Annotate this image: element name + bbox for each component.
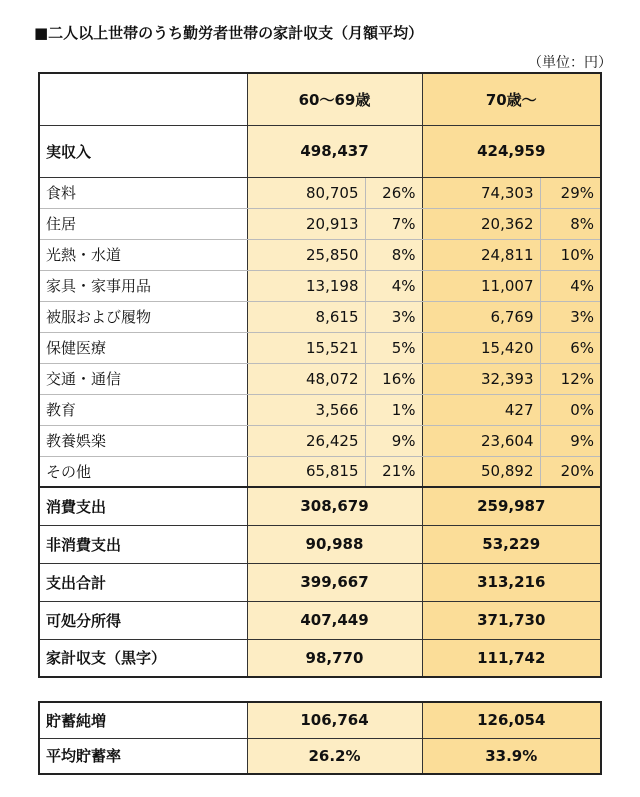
percent-70plus: 20% <box>540 456 601 487</box>
page-title: ■二人以上世帯のうち勤労者世帯の家計収支（月額平均） <box>34 24 424 42</box>
value-70plus: 111,742 <box>422 639 601 677</box>
row-label: 支出合計 <box>39 563 247 601</box>
value-70plus: 11,007 <box>422 270 540 301</box>
value-70plus: 259,987 <box>422 487 601 525</box>
unit-label: （単位：円） <box>528 55 612 71</box>
total-row <box>39 601 601 639</box>
value-70plus: 313,216 <box>422 563 601 601</box>
percent-60s: 16% <box>365 363 422 394</box>
header-row <box>39 73 601 125</box>
row-label: 食料 <box>39 177 247 208</box>
total-row <box>39 487 601 525</box>
value-60s: 65,815 <box>247 456 365 487</box>
value-60s: 25,850 <box>247 239 365 270</box>
value-70plus: 427 <box>422 394 540 425</box>
value-70plus: 424,959 <box>422 125 601 177</box>
row-label: 実収入 <box>39 125 247 177</box>
total-row <box>39 563 601 601</box>
value-70plus: 32,393 <box>422 363 540 394</box>
value-60s: 20,913 <box>247 208 365 239</box>
table-row <box>39 425 601 456</box>
value-60s: 106,764 <box>247 702 422 738</box>
table-row <box>39 332 601 363</box>
value-70plus: 50,892 <box>422 456 540 487</box>
percent-60s: 21% <box>365 456 422 487</box>
percent-70plus: 9% <box>540 425 601 456</box>
percent-70plus: 8% <box>540 208 601 239</box>
row-label: 家具・家事用品 <box>39 270 247 301</box>
table-row <box>39 270 601 301</box>
percent-60s: 5% <box>365 332 422 363</box>
row-label: 交通・通信 <box>39 363 247 394</box>
table-row <box>39 363 601 394</box>
total-row <box>39 525 601 563</box>
value-60s: 407,449 <box>247 601 422 639</box>
value-70plus: 53,229 <box>422 525 601 563</box>
table-row <box>39 208 601 239</box>
percent-70plus: 3% <box>540 301 601 332</box>
value-60s: 308,679 <box>247 487 422 525</box>
percent-60s: 9% <box>365 425 422 456</box>
value-70plus: 23,604 <box>422 425 540 456</box>
row-label: 平均貯蓄率 <box>39 738 247 774</box>
percent-70plus: 10% <box>540 239 601 270</box>
percent-70plus: 29% <box>540 177 601 208</box>
value-60s: 90,988 <box>247 525 422 563</box>
row-label: 貯蓄純増 <box>39 702 247 738</box>
row-label: 被服および履物 <box>39 301 247 332</box>
column-header-60s: 60～69歳 <box>247 73 422 125</box>
value-60s: 15,521 <box>247 332 365 363</box>
row-label: 住居 <box>39 208 247 239</box>
table-row <box>39 456 601 487</box>
header-blank <box>39 73 247 125</box>
row-label: 保健医療 <box>39 332 247 363</box>
value-70plus: 24,811 <box>422 239 540 270</box>
table-row <box>39 177 601 208</box>
percent-60s: 4% <box>365 270 422 301</box>
value-70plus: 74,303 <box>422 177 540 208</box>
row-label: 非消費支出 <box>39 525 247 563</box>
row-label: 教養娯楽 <box>39 425 247 456</box>
percent-70plus: 0% <box>540 394 601 425</box>
row-label: 家計収支（黒字） <box>39 639 247 677</box>
value-60s: 98,770 <box>247 639 422 677</box>
percent-60s: 1% <box>365 394 422 425</box>
value-60s: 3,566 <box>247 394 365 425</box>
row-label: 消費支出 <box>39 487 247 525</box>
savings-row <box>39 738 601 774</box>
savings-table <box>38 701 602 775</box>
value-70plus: 6,769 <box>422 301 540 332</box>
table-row <box>39 394 601 425</box>
value-70plus: 20,362 <box>422 208 540 239</box>
value-70plus: 15,420 <box>422 332 540 363</box>
row-label: 可処分所得 <box>39 601 247 639</box>
value-60s: 498,437 <box>247 125 422 177</box>
row-label: 教育 <box>39 394 247 425</box>
value-60s: 80,705 <box>247 177 365 208</box>
percent-60s: 8% <box>365 239 422 270</box>
household-budget-table <box>38 72 602 678</box>
percent-70plus: 4% <box>540 270 601 301</box>
percent-60s: 3% <box>365 301 422 332</box>
value-70plus: 126,054 <box>422 702 601 738</box>
column-header-70plus: 70歳～ <box>422 73 601 125</box>
value-60s: 48,072 <box>247 363 365 394</box>
value-70plus: 371,730 <box>422 601 601 639</box>
table-row <box>39 301 601 332</box>
value-60s: 399,667 <box>247 563 422 601</box>
percent-70plus: 6% <box>540 332 601 363</box>
total-row <box>39 639 601 677</box>
row-label: 光熱・水道 <box>39 239 247 270</box>
percent-70plus: 12% <box>540 363 601 394</box>
percent-60s: 7% <box>365 208 422 239</box>
income-row <box>39 125 601 177</box>
savings-row <box>39 702 601 738</box>
value-60s: 26.2% <box>247 738 422 774</box>
value-60s: 8,615 <box>247 301 365 332</box>
percent-60s: 26% <box>365 177 422 208</box>
value-60s: 26,425 <box>247 425 365 456</box>
value-60s: 13,198 <box>247 270 365 301</box>
table-row <box>39 239 601 270</box>
value-70plus: 33.9% <box>422 738 601 774</box>
row-label: その他 <box>39 456 247 487</box>
